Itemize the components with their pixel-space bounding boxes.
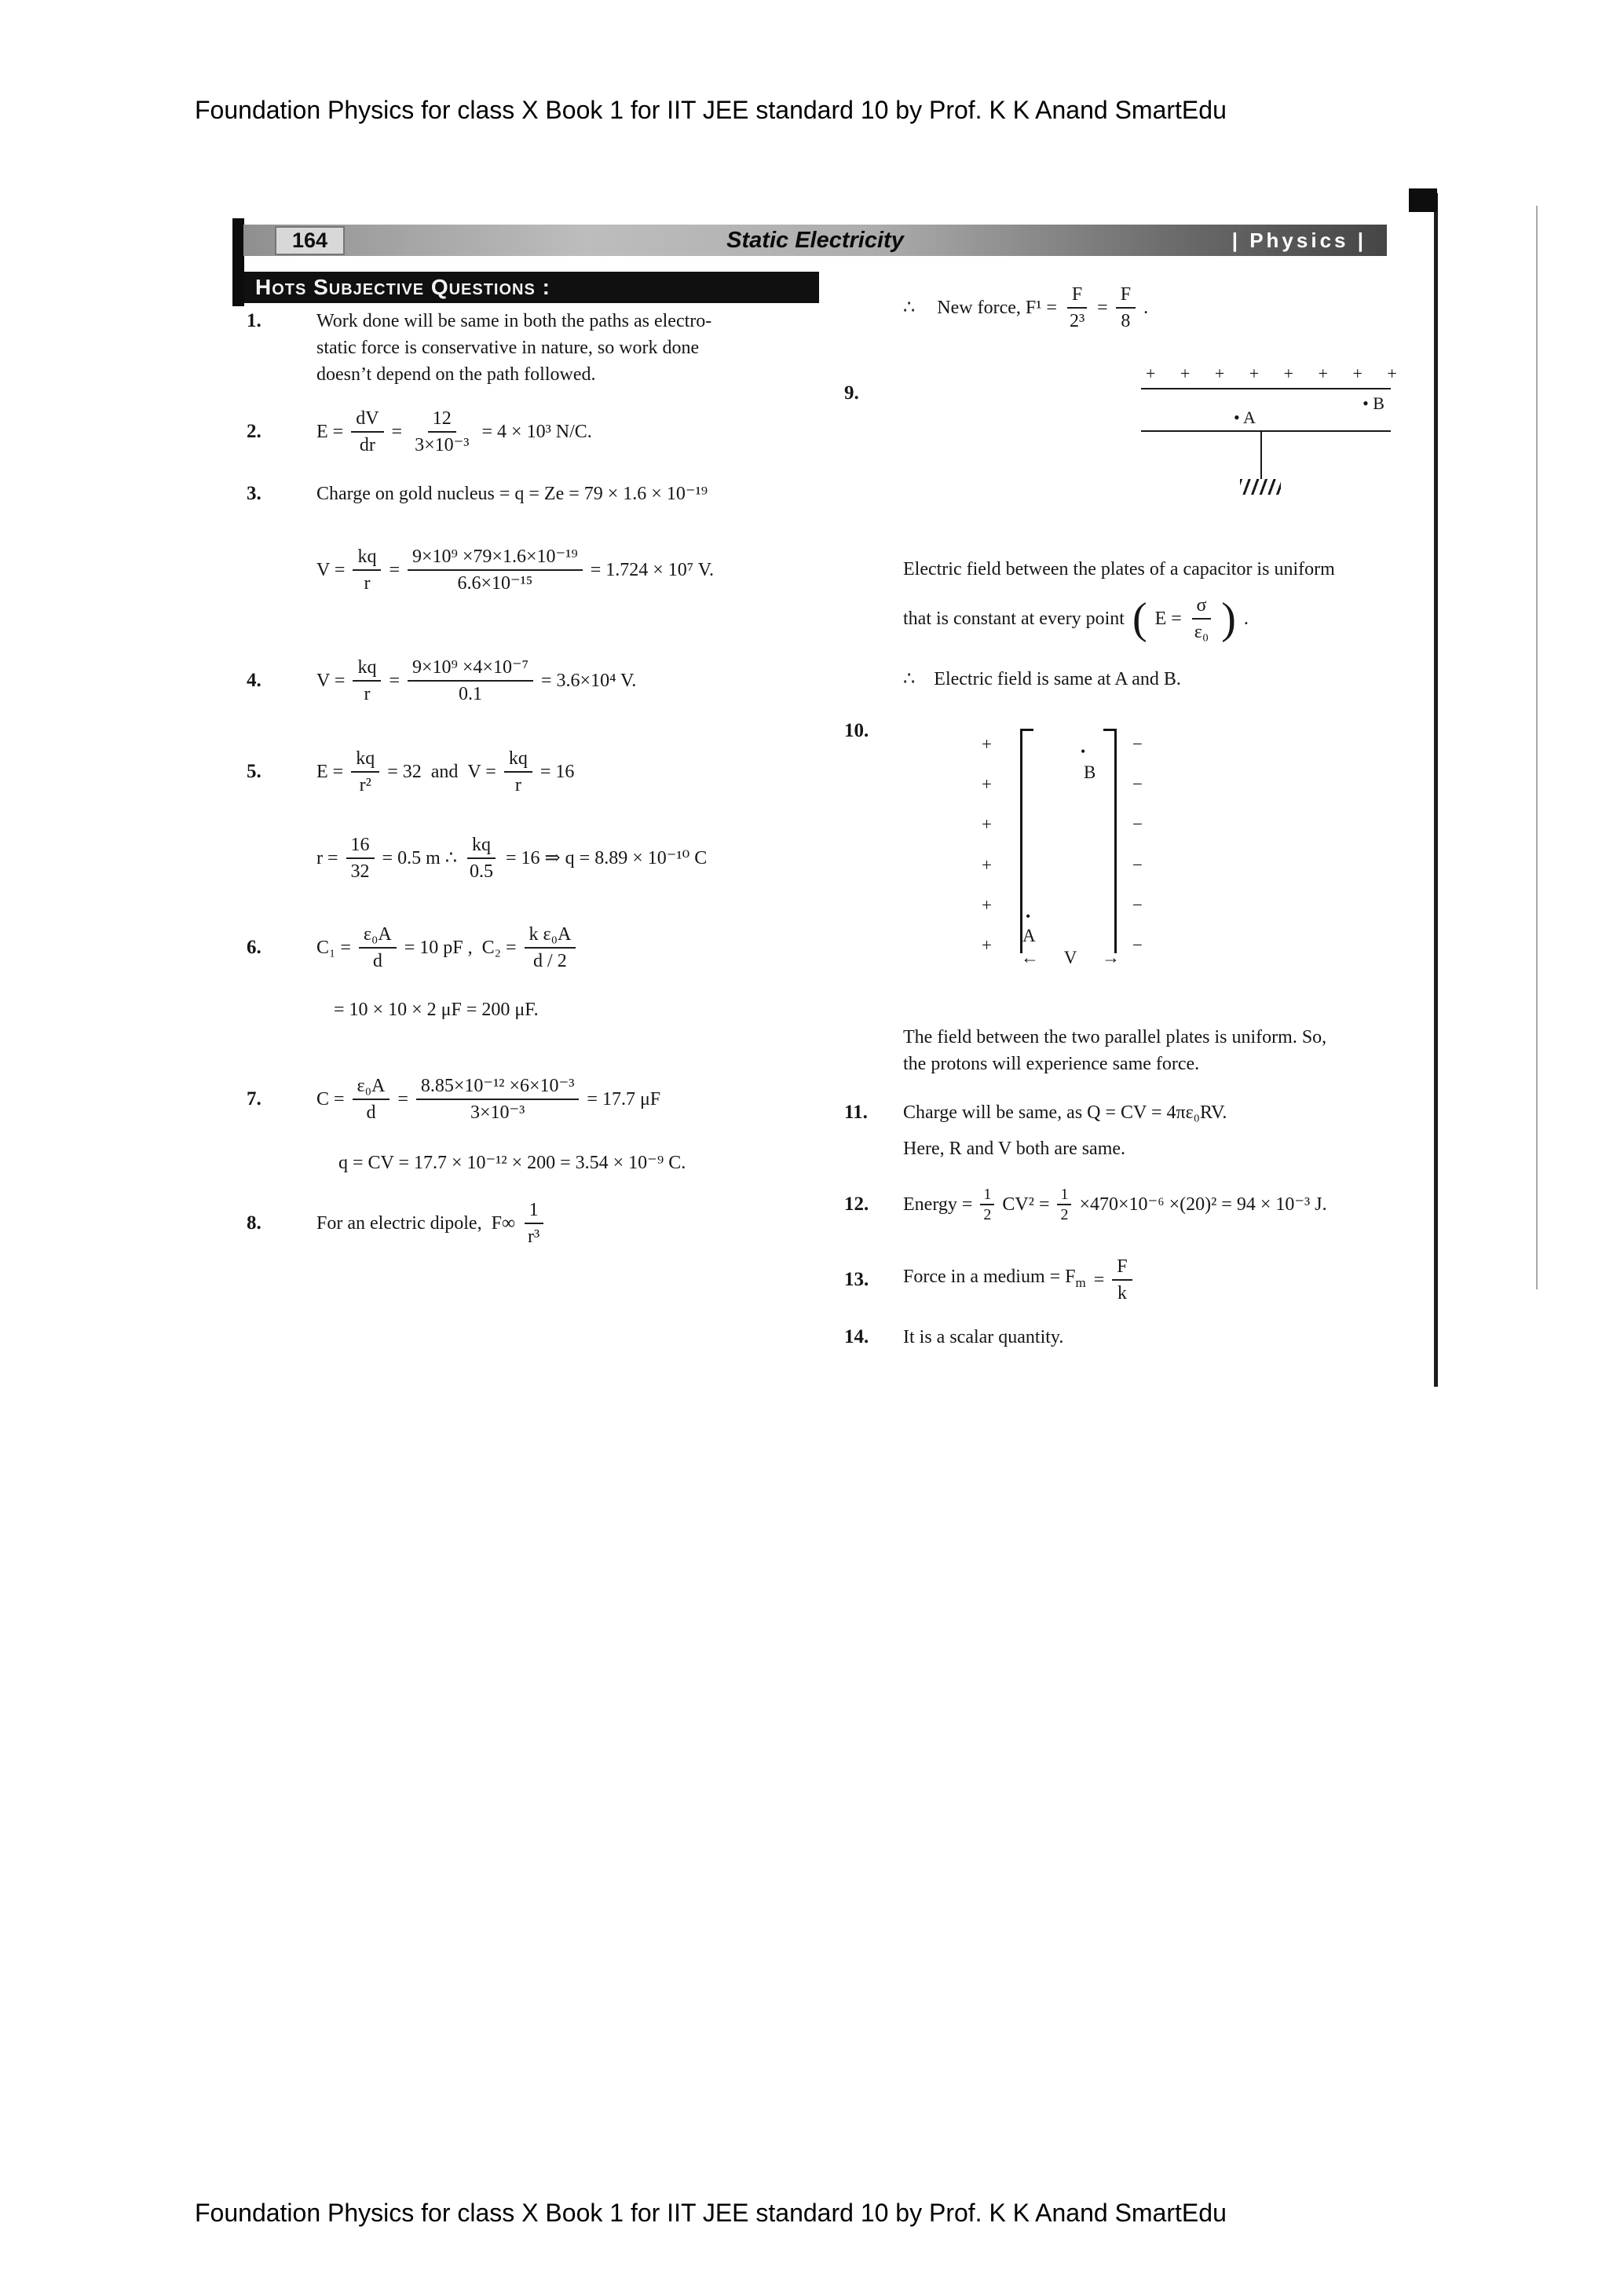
- math-token: V =: [316, 671, 346, 691]
- numerator: k ε₀A: [525, 923, 576, 949]
- numerator: 12: [428, 407, 456, 433]
- voltage-label: V: [1063, 948, 1077, 967]
- math-token: = 1.724 × 10⁷ V.: [590, 560, 714, 580]
- open-paren: (: [1132, 594, 1147, 643]
- left-arrow-icon: ←: [1021, 948, 1039, 967]
- page-number: 164: [275, 226, 345, 255]
- formula: [903, 1255, 1438, 1305]
- formula: [316, 407, 801, 457]
- therefore-symbol: ∴: [903, 298, 916, 318]
- question-10: [844, 718, 1438, 1077]
- fraction: [504, 747, 532, 797]
- denominator: 6.6×10⁻¹⁵: [457, 573, 533, 594]
- minus-charges-column: [1132, 735, 1143, 955]
- proton-dot-a: •: [1026, 909, 1031, 924]
- question-number: 5.: [247, 761, 262, 782]
- numerator: dV: [351, 407, 383, 433]
- denominator: 0.5: [470, 861, 494, 882]
- right-column: [844, 283, 1438, 1351]
- ground-symbol: [1240, 479, 1281, 495]
- top-plate-line: [1141, 388, 1391, 389]
- math-token: =: [391, 422, 403, 442]
- fraction: [353, 1074, 390, 1124]
- question-4: [247, 656, 801, 706]
- denominator: r: [364, 573, 371, 594]
- formula: [316, 833, 801, 883]
- numerator: kq: [353, 656, 381, 682]
- formula: [316, 923, 801, 973]
- math-token: New force, F¹ =: [937, 298, 1057, 318]
- formula: [903, 594, 1438, 644]
- question-12: [844, 1179, 1438, 1230]
- subject-label: | Physics |: [1231, 228, 1366, 252]
- math-token: CV² =: [1002, 1194, 1050, 1215]
- denominator: d: [366, 1102, 376, 1123]
- question-number: 4.: [247, 670, 262, 691]
- formula: [316, 747, 801, 797]
- chapter-title: Static Electricity: [726, 227, 904, 253]
- formula: [903, 283, 1438, 333]
- math-token: =: [1097, 298, 1108, 318]
- formula: [316, 1074, 801, 1124]
- plus-charges-row: + + + + + + + +: [1146, 364, 1397, 383]
- question-number: 6.: [247, 937, 262, 958]
- math-token: ×470×10⁻⁶ ×(20)² = 94 × 10⁻³ J.: [1079, 1194, 1327, 1215]
- text-line: It is a scalar quantity.: [903, 1327, 1064, 1347]
- fraction: [1190, 594, 1213, 644]
- fraction: [408, 545, 583, 595]
- left-plate-tick: [1020, 729, 1033, 731]
- text-line: Charge on gold nucleus = q = Ze = 79 × 1.6 × 10⁻¹⁹: [316, 484, 708, 504]
- math-token: Force in a medium = F: [903, 1267, 1076, 1288]
- ground-wire: [1260, 432, 1262, 479]
- plus-sign: +: [982, 734, 992, 754]
- math-token: = 17.7 μF: [587, 1089, 661, 1110]
- minus-sign: −: [1132, 894, 1143, 915]
- book-header: Foundation Physics for class X Book 1 for IIT JEE standard 10 by Prof. K K Anand SmartEdu: [195, 96, 1227, 124]
- denominator: 2: [1060, 1206, 1069, 1223]
- fraction: [353, 545, 381, 595]
- math-token: E =: [316, 422, 344, 442]
- point-b-label: • B: [1362, 393, 1384, 413]
- text-line: Charge will be same, as Q = CV = 4πε₀RV.: [903, 1102, 1227, 1123]
- denominator: 2³: [1069, 311, 1085, 331]
- fraction: [408, 656, 533, 706]
- left-column: [247, 308, 801, 1249]
- point-a-label: • A: [1234, 408, 1256, 427]
- fraction: [359, 923, 397, 973]
- conclusion-text: Electric field is same at A and B.: [934, 669, 1181, 689]
- fraction: [346, 833, 375, 883]
- question-13: [844, 1255, 1438, 1305]
- formula: [316, 1198, 801, 1249]
- math-token: C₁ =: [316, 938, 351, 958]
- numerator: kq: [504, 747, 532, 773]
- minus-sign: −: [1132, 774, 1143, 795]
- question-8: [247, 1198, 801, 1249]
- text-line: static force is conservative in nature, so work done: [316, 338, 700, 358]
- math-token: V =: [316, 560, 346, 580]
- math-token: = 32 and V =: [387, 762, 496, 782]
- numerator: σ: [1192, 594, 1212, 620]
- math-token: =: [397, 1089, 408, 1110]
- question-3: [247, 481, 801, 595]
- numerator: 16: [346, 833, 375, 859]
- right-arrow-icon: →: [1102, 948, 1120, 967]
- fraction: [1116, 283, 1136, 333]
- fraction: [980, 1185, 994, 1224]
- math-token: E =: [316, 762, 344, 782]
- scan-ink-mark-left: [232, 218, 244, 306]
- minus-sign: −: [1132, 934, 1143, 955]
- question-number: 13.: [844, 1269, 869, 1290]
- math-token: [903, 1263, 1086, 1296]
- denominator: r: [514, 775, 521, 795]
- fraction: [416, 1074, 580, 1124]
- plus-sign: +: [982, 774, 992, 795]
- fraction: [351, 747, 379, 797]
- question-number: 12.: [844, 1194, 869, 1215]
- text-line: the protons will experience same force.: [903, 1054, 1200, 1074]
- formula: [316, 545, 801, 595]
- fraction: [525, 923, 576, 973]
- plus-charges-column: [982, 735, 992, 955]
- math-token: C =: [316, 1089, 345, 1110]
- numerator: F: [1112, 1255, 1132, 1281]
- paper-edge-shadow: [1536, 206, 1538, 1289]
- right-plate-tick: [1103, 729, 1117, 731]
- text-line: The field between the two parallel plates is uniform. So,: [903, 1027, 1327, 1047]
- numerator: F: [1116, 283, 1136, 309]
- question-number: 10.: [844, 720, 869, 741]
- text-line: Electric field between the plates of a capacitor is uniform: [903, 559, 1335, 579]
- question-7: [247, 1074, 801, 1176]
- numerator: 1: [980, 1185, 994, 1205]
- denominator: r³: [528, 1227, 540, 1247]
- question-number: 7.: [247, 1088, 262, 1110]
- grounded-capacitor-diagram: [1141, 364, 1402, 510]
- numerator: kq: [351, 747, 379, 773]
- denominator: 0.1: [458, 684, 482, 704]
- text-line: Here, R and V both are same.: [903, 1139, 1126, 1159]
- denominator: k: [1117, 1283, 1127, 1303]
- numerator: 9×10⁹ ×79×1.6×10⁻¹⁹: [408, 545, 583, 571]
- parallel-plates-diagram: [974, 726, 1156, 975]
- numerator: 8.85×10⁻¹² ×6×10⁻³: [416, 1074, 580, 1100]
- math-token: For an electric dipole, F∞: [316, 1213, 516, 1234]
- question-2: [247, 407, 801, 457]
- question-number: 9.: [844, 382, 859, 404]
- text-line: = 10 × 10 × 2 μF = 200 μF.: [334, 1000, 539, 1020]
- numerator: kq: [467, 833, 496, 859]
- numerator: 1: [1057, 1185, 1071, 1205]
- numerator: kq: [353, 545, 381, 571]
- proton-dot-b: •: [1081, 744, 1086, 759]
- bottom-plate-line: [1141, 430, 1391, 432]
- numerator: 1: [525, 1198, 543, 1224]
- plus-sign: +: [982, 934, 992, 955]
- numerator: F: [1067, 283, 1087, 309]
- math-token: .: [1143, 298, 1149, 318]
- question-number: 2.: [247, 421, 262, 442]
- question-14: [844, 1324, 1438, 1351]
- text-line: Work done will be same in both the paths as electro-: [316, 311, 712, 331]
- plus-sign: +: [982, 894, 992, 915]
- question-number: 8.: [247, 1212, 262, 1234]
- close-paren: ): [1221, 594, 1236, 643]
- continuation-line: [844, 283, 1438, 333]
- fraction: [523, 1198, 544, 1249]
- fraction: [353, 656, 381, 706]
- denominator: r: [364, 684, 371, 704]
- fraction: [410, 407, 474, 457]
- denominator: ε₀: [1194, 622, 1209, 642]
- math-token: = 0.5 m ∴: [382, 848, 458, 868]
- question-1: [247, 308, 801, 388]
- section-banner: [244, 272, 819, 303]
- plus-sign: +: [982, 854, 992, 875]
- numerator: 9×10⁹ ×4×10⁻⁷: [408, 656, 533, 682]
- numerator: ε₀A: [359, 923, 397, 949]
- math-token: r =: [316, 848, 338, 868]
- math-token: Energy =: [903, 1194, 973, 1215]
- right-plate: [1114, 729, 1117, 953]
- question-6: [247, 923, 801, 1023]
- book-footer: Foundation Physics for class X Book 1 for IIT JEE standard 10 by Prof. K K Anand SmartEdu: [195, 2199, 1227, 2227]
- math-token: =: [389, 560, 400, 580]
- fraction: [1065, 283, 1089, 333]
- fraction: [1057, 1185, 1071, 1224]
- denominator: r²: [359, 775, 371, 795]
- plus-sign: +: [982, 814, 992, 835]
- question-number: 14.: [844, 1326, 869, 1347]
- text-line: [903, 666, 1438, 693]
- numerator: ε₀A: [353, 1074, 390, 1100]
- denominator: 32: [350, 861, 370, 882]
- math-token: E =: [1154, 609, 1182, 629]
- section-title: Hots Subjective Questions :: [255, 275, 550, 299]
- math-token: = 16 ⇒ q = 8.89 × 10⁻¹⁰ C: [506, 848, 708, 868]
- question-number: 3.: [247, 483, 262, 504]
- formula: [316, 656, 801, 706]
- minus-sign: −: [1132, 814, 1143, 835]
- math-token: = 10 pF , C₂ =: [404, 938, 517, 958]
- math-token: = 3.6×10⁴ V.: [541, 671, 637, 691]
- math-token: = 16: [540, 762, 575, 782]
- fraction: [1112, 1255, 1132, 1305]
- left-plate: [1020, 729, 1022, 953]
- question-number: 1.: [247, 310, 262, 331]
- subscript-m: m: [1075, 1274, 1086, 1290]
- math-token: =: [1093, 1270, 1105, 1290]
- page-header-bar: [243, 225, 1387, 256]
- denominator: 3×10⁻³: [415, 435, 470, 455]
- denominator: d / 2: [533, 951, 567, 971]
- text-line: doesn’t depend on the path followed.: [316, 364, 596, 385]
- question-5: [247, 747, 801, 883]
- point-b-label: B: [1084, 762, 1096, 782]
- denominator: 8: [1121, 311, 1131, 331]
- minus-sign: −: [1132, 734, 1143, 754]
- formula: [903, 1179, 1438, 1230]
- voltage-arrows: [1021, 949, 1120, 967]
- denominator: d: [372, 951, 382, 971]
- minus-sign: −: [1132, 854, 1143, 875]
- math-token: that is constant at every point: [903, 609, 1125, 629]
- scan-ink-mark-corner: [1409, 188, 1437, 212]
- text-line: q = CV = 17.7 × 10⁻¹² × 200 = 3.54 × 10⁻⁹ C.: [338, 1153, 686, 1173]
- math-token: .: [1243, 609, 1249, 629]
- denominator: 2: [983, 1206, 992, 1223]
- question-9: [844, 364, 1438, 693]
- denominator: 3×10⁻³: [470, 1102, 525, 1123]
- therefore-symbol: ∴: [903, 669, 916, 689]
- point-a-label: A: [1022, 926, 1036, 945]
- math-token: =: [389, 671, 400, 691]
- fraction: [351, 407, 383, 457]
- fraction: [465, 833, 498, 883]
- question-number: 11.: [844, 1102, 868, 1123]
- math-token: = 4 × 10³ N/C.: [481, 422, 592, 442]
- question-11: [844, 1099, 1438, 1162]
- denominator: dr: [359, 435, 375, 455]
